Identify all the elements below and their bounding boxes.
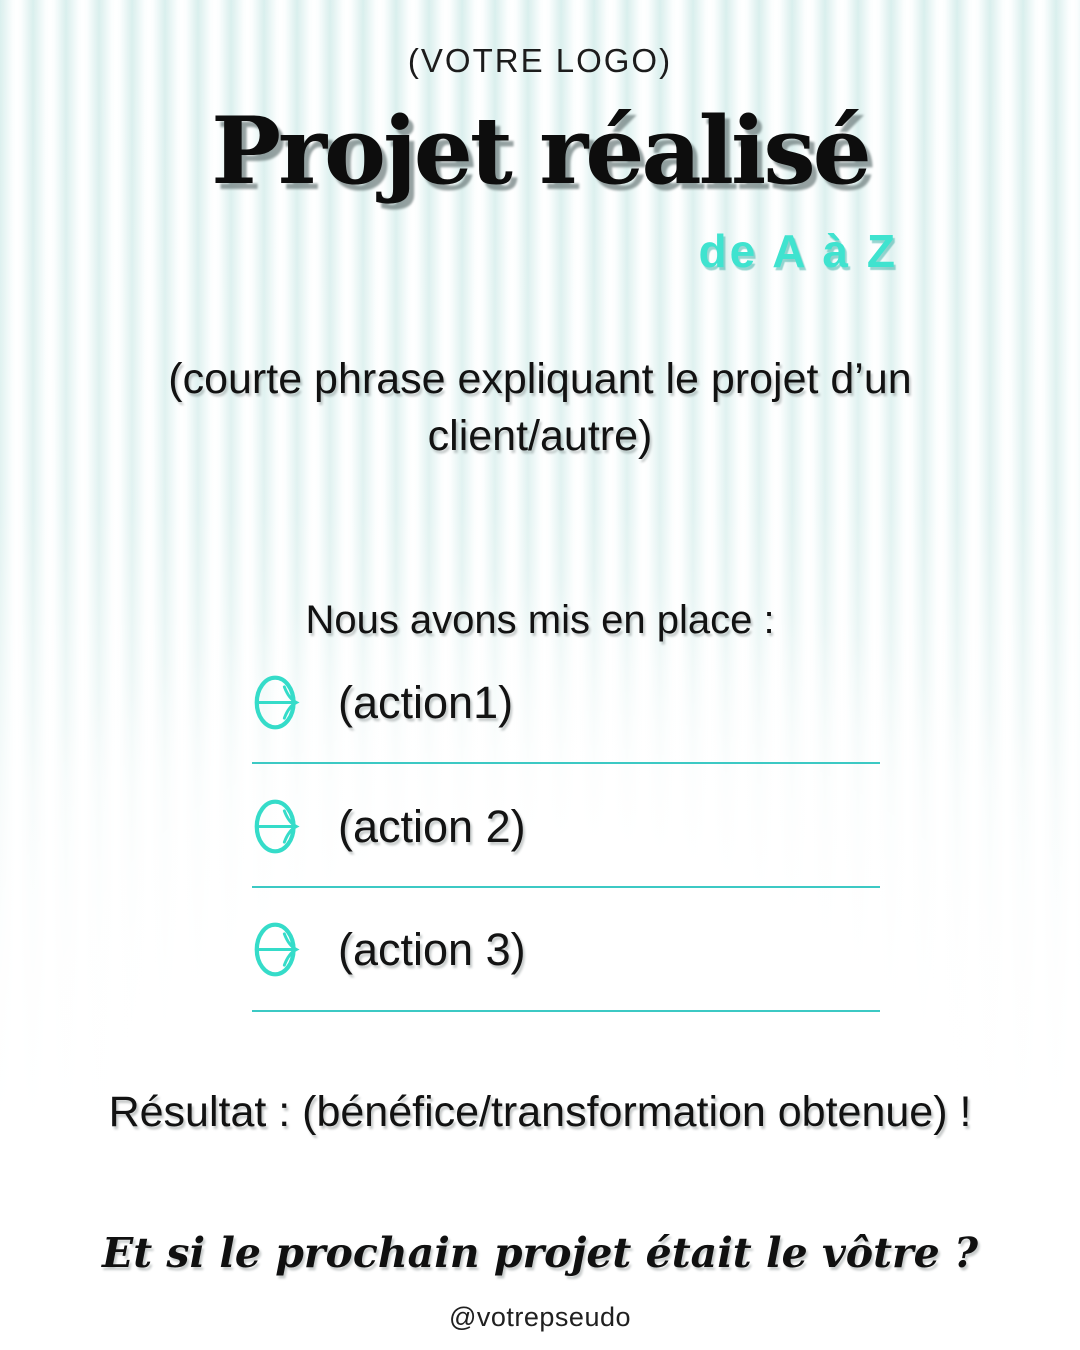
- action-item-1: [252, 674, 513, 731]
- action-item-2: [252, 798, 526, 855]
- action-item-3: [252, 921, 526, 978]
- arrow-right-circle-icon: [252, 674, 302, 731]
- title-subtitle: de A à Z: [698, 225, 898, 277]
- action-label: (action 2): [338, 800, 526, 852]
- page-title: Projet réalisé: [211, 96, 869, 205]
- arrow-right-circle-icon: [252, 921, 302, 978]
- action-label: (action 3): [338, 923, 526, 975]
- result-text: Résultat : (bénéfice/transformation obtenue) !: [108, 1088, 972, 1136]
- action-label: (action1): [338, 676, 514, 728]
- project-description-line2: client/autre): [427, 411, 653, 460]
- action-underline: [252, 886, 880, 888]
- logo-placeholder: (VOTRE LOGO): [407, 42, 673, 79]
- project-description-line1: (courte phrase expliquant le projet d’un: [168, 355, 912, 403]
- action-underline: [252, 1010, 880, 1012]
- social-handle: @votrepseudo: [448, 1302, 631, 1332]
- closing-question: Et si le prochain projet était le vôtre ?: [101, 1229, 979, 1277]
- section-heading: Nous avons mis en place :: [305, 598, 775, 642]
- project-description: [0, 351, 1080, 465]
- arrow-right-circle-icon: [252, 798, 302, 855]
- action-underline: [252, 762, 880, 764]
